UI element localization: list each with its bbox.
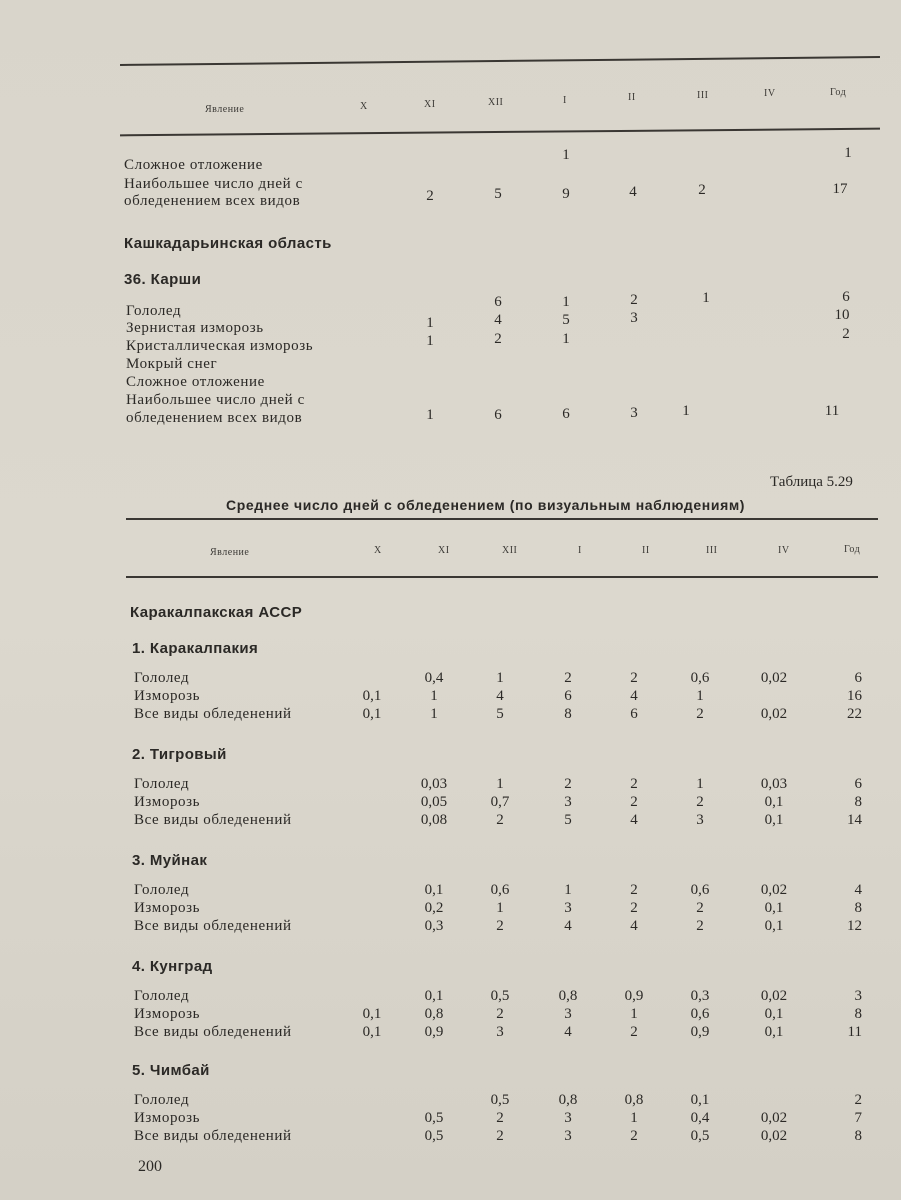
table-cell: 1 bbox=[430, 688, 438, 704]
table-cell: 1 bbox=[630, 1006, 638, 1022]
table-cell: 0,6 bbox=[690, 1006, 710, 1022]
row-label: Гололед bbox=[134, 776, 190, 792]
table-cell: 3 bbox=[564, 1128, 572, 1144]
table-cell: 0,02 bbox=[760, 706, 788, 722]
cell-year: 10 bbox=[834, 307, 850, 323]
row-label-continued: обледенением всех видов bbox=[126, 410, 303, 426]
table1-header-month: XII bbox=[488, 97, 504, 108]
table-cell: 22 bbox=[847, 706, 862, 722]
table-cell: 2 bbox=[696, 794, 704, 810]
cell-II: 2 bbox=[698, 182, 706, 198]
table-cell: 0,8 bbox=[558, 1092, 578, 1108]
table-cell: 4 bbox=[564, 1024, 572, 1040]
table-cell: 1 bbox=[630, 1110, 638, 1126]
row-label: Все виды обледенений bbox=[134, 1128, 292, 1144]
table-row bbox=[0, 1128, 901, 1146]
table-cell: 0,4 bbox=[690, 1110, 710, 1126]
cell-XII: 1 bbox=[562, 331, 570, 347]
table-cell: 4 bbox=[630, 812, 638, 828]
table-row bbox=[0, 918, 901, 936]
table-cell: 2 bbox=[496, 812, 504, 828]
cell-X: 2 bbox=[426, 188, 434, 204]
row-label: Все виды обледенений bbox=[134, 918, 292, 934]
table-row bbox=[0, 145, 901, 175]
table-cell: 0,6 bbox=[690, 882, 710, 898]
table1-header-month: III bbox=[697, 90, 709, 101]
table-cell: 16 bbox=[847, 688, 862, 704]
table-cell: 0,5 bbox=[490, 1092, 510, 1108]
table-cell: 0,1 bbox=[764, 918, 784, 934]
table-cell: 8 bbox=[854, 1006, 862, 1022]
table-row bbox=[0, 706, 901, 724]
table-cell: 2 bbox=[630, 776, 638, 792]
table-cell: 12 bbox=[847, 918, 862, 934]
table-cell: 0,8 bbox=[558, 988, 578, 1004]
table-row bbox=[0, 403, 901, 428]
cell-XI: 6 bbox=[494, 294, 502, 310]
table2-header-month: XII bbox=[502, 545, 518, 556]
table-cell: 3 bbox=[496, 1024, 504, 1040]
row-label: Изморозь bbox=[134, 1110, 201, 1126]
table-cell: 0,9 bbox=[624, 988, 644, 1004]
table-cell: 11 bbox=[847, 1024, 862, 1040]
table-cell: 14 bbox=[847, 812, 862, 828]
table-row bbox=[0, 1006, 901, 1024]
station-heading: 3. Муйнак bbox=[132, 852, 208, 869]
table-cell: 6 bbox=[854, 670, 862, 686]
table-cell: 0,02 bbox=[760, 670, 788, 686]
station-heading: 4. Кунград bbox=[132, 958, 213, 975]
table-row bbox=[0, 289, 901, 321]
table1-header-phenomenon: Явление bbox=[205, 104, 245, 115]
table-row bbox=[0, 794, 901, 812]
cell-year: 17 bbox=[832, 181, 848, 197]
table-cell: 2 bbox=[630, 1128, 638, 1144]
table-cell: 1 bbox=[496, 670, 504, 686]
cell-XI: 5 bbox=[494, 186, 502, 202]
table-cell: 0,02 bbox=[760, 988, 788, 1004]
row-label: Зернистая изморозь bbox=[126, 320, 264, 336]
table2-header-month: X bbox=[374, 545, 382, 556]
cell-year: 2 bbox=[842, 326, 850, 342]
table-cell: 8 bbox=[854, 794, 862, 810]
table1-header-year: Год bbox=[830, 87, 847, 98]
table-cell: 0,02 bbox=[760, 1128, 788, 1144]
row-label: Гололед bbox=[134, 988, 190, 1004]
table-cell: 2 bbox=[854, 1092, 862, 1108]
cell-X: 1 bbox=[426, 407, 434, 423]
table-cell: 6 bbox=[564, 688, 572, 704]
table-cell: 7 bbox=[854, 1110, 862, 1126]
table1-header-month: XI bbox=[424, 99, 436, 110]
table-cell: 0,5 bbox=[424, 1128, 444, 1144]
table2-header-year: Год bbox=[844, 544, 861, 555]
table-cell: 0,5 bbox=[690, 1128, 710, 1144]
row-label: Наибольшее число дней с bbox=[126, 392, 305, 408]
row-label: Все виды обледенений bbox=[134, 812, 292, 828]
table-row bbox=[0, 882, 901, 900]
table-cell: 3 bbox=[564, 1110, 572, 1126]
table-cell: 4 bbox=[496, 688, 504, 704]
cell-II: 1 bbox=[682, 403, 690, 419]
row-label: Изморозь bbox=[134, 794, 201, 810]
table-title: Среднее число дней с обледенением (по визуальным наблюдениям) bbox=[226, 497, 746, 513]
cell-XI: 2 bbox=[494, 331, 502, 347]
cell-X: 1 bbox=[426, 333, 434, 349]
table-row bbox=[0, 776, 901, 794]
cell-year: 1 bbox=[844, 145, 852, 161]
table-cell: 0,05 bbox=[420, 794, 448, 810]
row-label: Гололед bbox=[126, 303, 182, 319]
region-heading: Каракалпакская АССР bbox=[130, 604, 303, 621]
table-row bbox=[0, 392, 901, 410]
table1-header-rule bbox=[120, 128, 880, 137]
cell-XI: 6 bbox=[494, 407, 502, 423]
table-cell: 6 bbox=[630, 706, 638, 722]
table-cell: 0,6 bbox=[690, 670, 710, 686]
cell-I: 2 bbox=[630, 292, 638, 308]
table-cell: 2 bbox=[696, 918, 704, 934]
table-cell: 5 bbox=[496, 706, 504, 722]
table-cell: 0,1 bbox=[362, 1024, 382, 1040]
table-row bbox=[0, 670, 901, 688]
table-cell: 0,1 bbox=[362, 706, 382, 722]
table-cell: 0,1 bbox=[764, 812, 784, 828]
table2-header-month: I bbox=[578, 545, 582, 556]
cell-year: 11 bbox=[824, 403, 840, 419]
table-cell: 0,03 bbox=[760, 776, 788, 792]
table-cell: 1 bbox=[430, 706, 438, 722]
row-label: Изморозь bbox=[134, 688, 201, 704]
table2-header-phenomenon: Явление bbox=[210, 547, 250, 558]
table-cell: 0,1 bbox=[764, 794, 784, 810]
cell-I: 1 bbox=[562, 147, 570, 163]
table-cell: 5 bbox=[564, 812, 572, 828]
table-cell: 2 bbox=[496, 1110, 504, 1126]
table-cell: 2 bbox=[630, 670, 638, 686]
table-cell: 4 bbox=[854, 882, 862, 898]
table-cell: 1 bbox=[696, 688, 704, 704]
cell-XII: 1 bbox=[562, 294, 570, 310]
row-label: Гололед bbox=[134, 670, 190, 686]
table-cell: 8 bbox=[854, 1128, 862, 1144]
table-cell: 2 bbox=[564, 670, 572, 686]
cell-I: 3 bbox=[630, 310, 638, 326]
cell-X: 1 bbox=[426, 315, 434, 331]
table-row bbox=[0, 688, 901, 706]
table-row bbox=[0, 812, 901, 830]
row-label: Кристаллическая изморозь bbox=[126, 338, 314, 354]
cell-year: 6 bbox=[842, 289, 850, 305]
station-heading: 2. Тигровый bbox=[132, 746, 227, 763]
table1-header-month: X bbox=[360, 101, 368, 112]
table1-header-month: I bbox=[563, 95, 567, 106]
region-heading: Кашкадарьинская область bbox=[124, 235, 332, 252]
table-cell: 0,1 bbox=[424, 882, 444, 898]
table2-header-rule bbox=[126, 576, 878, 578]
table-cell: 1 bbox=[496, 776, 504, 792]
cell-XII: 9 bbox=[562, 186, 570, 202]
table-cell: 2 bbox=[496, 1128, 504, 1144]
table-cell: 0,1 bbox=[764, 900, 784, 916]
table1-header-month: IV bbox=[764, 88, 776, 99]
row-label-continued: обледенением всех видов bbox=[124, 193, 301, 209]
table-row bbox=[0, 374, 901, 392]
row-label: Мокрый снег bbox=[126, 356, 218, 372]
cell-XII: 6 bbox=[562, 406, 570, 422]
table-cell: 2 bbox=[496, 1006, 504, 1022]
table-row bbox=[0, 356, 901, 374]
table-cell: 4 bbox=[630, 688, 638, 704]
table-cell: 0,5 bbox=[424, 1110, 444, 1126]
table-cell: 0,8 bbox=[624, 1092, 644, 1108]
table-cell: 1 bbox=[564, 882, 572, 898]
table-cell: 0,4 bbox=[424, 670, 444, 686]
table-row bbox=[0, 1092, 901, 1110]
table-cell: 0,9 bbox=[424, 1024, 444, 1040]
table-cell: 0,8 bbox=[424, 1006, 444, 1022]
table-cell: 0,1 bbox=[424, 988, 444, 1004]
table2-header-month: XI bbox=[438, 545, 450, 556]
table-cell: 3 bbox=[564, 794, 572, 810]
table-cell: 2 bbox=[564, 776, 572, 792]
table-row bbox=[0, 1110, 901, 1128]
table-cell: 3 bbox=[854, 988, 862, 1004]
table-cell: 3 bbox=[564, 900, 572, 916]
table-cell: 2 bbox=[630, 794, 638, 810]
table-row bbox=[0, 988, 901, 1006]
table1-top-rule bbox=[120, 56, 880, 66]
cell-II: 1 bbox=[702, 290, 710, 306]
cell-I: 4 bbox=[629, 184, 637, 200]
station-heading: 5. Чимбай bbox=[132, 1062, 210, 1079]
table-cell: 4 bbox=[564, 918, 572, 934]
table-cell: 0,3 bbox=[424, 918, 444, 934]
page-number: 200 bbox=[138, 1158, 162, 1175]
table2-header-month: III bbox=[706, 545, 718, 556]
table-cell: 3 bbox=[564, 1006, 572, 1022]
table-row bbox=[0, 1024, 901, 1042]
table-cell: 3 bbox=[696, 812, 704, 828]
table-number: Таблица 5.29 bbox=[770, 474, 853, 490]
table-cell: 1 bbox=[496, 900, 504, 916]
table-row bbox=[0, 900, 901, 918]
row-label: Все виды обледенений bbox=[134, 706, 292, 722]
row-label: Сложное отложение bbox=[124, 157, 263, 173]
table-cell: 0,1 bbox=[690, 1092, 710, 1108]
table-cell: 0,6 bbox=[490, 882, 510, 898]
cell-XII: 5 bbox=[562, 312, 570, 328]
table-cell: 0,5 bbox=[490, 988, 510, 1004]
row-label: Изморозь bbox=[134, 900, 201, 916]
table1-header-month: II bbox=[628, 92, 636, 103]
table2-top-rule bbox=[126, 518, 878, 520]
table-cell: 4 bbox=[630, 918, 638, 934]
table-cell: 0,1 bbox=[362, 1006, 382, 1022]
table-cell: 2 bbox=[696, 706, 704, 722]
table-cell: 0,02 bbox=[760, 882, 788, 898]
cell-I: 3 bbox=[630, 405, 638, 421]
table-cell: 2 bbox=[630, 900, 638, 916]
row-label: Изморозь bbox=[134, 1006, 201, 1022]
row-label: Сложное отложение bbox=[126, 374, 265, 390]
table-cell: 8 bbox=[564, 706, 572, 722]
table-cell: 1 bbox=[696, 776, 704, 792]
table-cell: 6 bbox=[854, 776, 862, 792]
station-heading: 36. Карши bbox=[124, 271, 202, 288]
row-label: Наибольшее число дней с bbox=[124, 176, 303, 192]
table-cell: 0,08 bbox=[420, 812, 448, 828]
row-label: Гололед bbox=[134, 882, 190, 898]
table-cell: 0,7 bbox=[490, 794, 510, 810]
table-cell: 0,1 bbox=[764, 1024, 784, 1040]
table-cell: 2 bbox=[630, 1024, 638, 1040]
row-label: Гололед bbox=[134, 1092, 190, 1108]
table2-header-month: IV bbox=[778, 545, 790, 556]
table-cell: 0,1 bbox=[764, 1006, 784, 1022]
table-cell: 0,03 bbox=[420, 776, 448, 792]
table-cell: 0,2 bbox=[424, 900, 444, 916]
row-label: Все виды обледенений bbox=[134, 1024, 292, 1040]
table2-header-month: II bbox=[642, 545, 650, 556]
cell-XI: 4 bbox=[494, 312, 502, 328]
table-cell: 2 bbox=[496, 918, 504, 934]
table-cell: 8 bbox=[854, 900, 862, 916]
table-cell: 0,02 bbox=[760, 1110, 788, 1126]
table-row bbox=[0, 176, 901, 194]
table-cell: 0,3 bbox=[690, 988, 710, 1004]
table-cell: 2 bbox=[630, 882, 638, 898]
table-cell: 2 bbox=[696, 900, 704, 916]
table-cell: 0,9 bbox=[690, 1024, 710, 1040]
table-cell: 0,1 bbox=[362, 688, 382, 704]
station-heading: 1. Каракалпакия bbox=[132, 640, 259, 657]
